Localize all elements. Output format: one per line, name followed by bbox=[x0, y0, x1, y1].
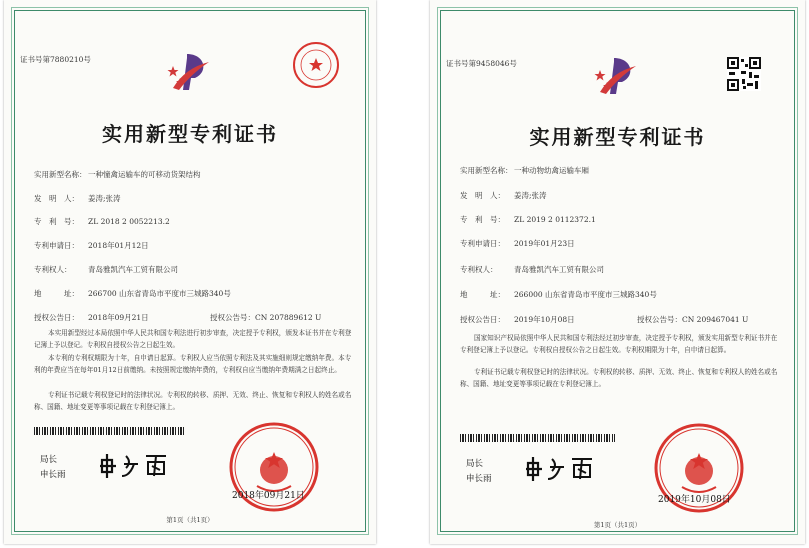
director-title: 局长 bbox=[40, 455, 58, 465]
field-patentee: 专利权人： 青岛雅凯汽车工贸有限公司 bbox=[34, 265, 178, 274]
cert-number: 证书号第9458046号 bbox=[446, 59, 517, 68]
seal-date: 2019年10月08日 bbox=[658, 495, 731, 505]
page-number: 第1页（共1页） bbox=[166, 516, 214, 524]
field-grant-no: 授权公告号：CN 207889612 U bbox=[210, 313, 322, 322]
paragraph-2: 专利证书记载专利权登记时的法律状况。专利权的转移、质押、无效、终止、恢复和专利权人的姓名或名称、国籍、地址变更等事项记载在专利登记簿上。 bbox=[460, 368, 778, 389]
field-grant-no: 授权公告号：CN 209467041 U bbox=[637, 315, 749, 324]
certificate-left bbox=[4, 0, 376, 544]
director-title: 局长 bbox=[466, 459, 484, 469]
field-filing-date: 专利申请日： 2018年01月12日 bbox=[34, 241, 149, 250]
page-number: 第1页（共1页） bbox=[593, 521, 642, 529]
certificate-title: 实用新型专利证书 bbox=[102, 122, 278, 146]
field-patent-no: 专 利 号： ZL 2018 2 0052213.2 bbox=[34, 217, 170, 226]
field-inventor: 发 明 人： 姜涛;张涛 bbox=[34, 194, 121, 203]
director-name: 申长雨 bbox=[466, 474, 492, 484]
certificate-title: 实用新型专利证书 bbox=[529, 125, 706, 149]
director-name: 申长雨 bbox=[40, 470, 66, 480]
director bbox=[466, 457, 492, 487]
agency-stamp bbox=[291, 40, 341, 90]
barcode bbox=[460, 434, 615, 442]
field-name: 实用新型名称： 一种憧禽运输车的可移动货架结构 bbox=[34, 170, 201, 179]
paragraph-1: 国家知识产权局依照中华人民共和国专利法经过初步审查，决定授予专利权，颁发实用新型专利证书并在专利登记簿上予以登记。专利权自授权公告之日起生效。专利权期限为十年，自申请日起算。 bbox=[460, 334, 778, 355]
paragraph-2: 本专利的专利权期限为十年，自申请日起算。专利权人应当依照专利法及其实施细则规定缴纳年费。本专利的年费应当在每年01月12日前缴纳。未按照规定缴纳年费的，专利权自应当缴纳年费期满之日起终止。 bbox=[34, 354, 352, 375]
director bbox=[40, 453, 66, 483]
barcode bbox=[34, 427, 184, 435]
director-signature bbox=[98, 450, 178, 480]
patent-office-logo bbox=[592, 52, 642, 98]
certificate-right bbox=[430, 0, 805, 544]
field-inventor: 发 明 人： 姜涛;张涛 bbox=[460, 191, 547, 200]
field-patentee: 专利权人： 青岛雅凯汽车工贸有限公司 bbox=[460, 265, 604, 274]
cert-number: 证书号第7880210号 bbox=[20, 55, 91, 64]
director-signature bbox=[524, 453, 604, 483]
paragraph-1: 本实用新型经过本局依照中华人民共和国专利法进行初步审查，决定授予专利权，颁发本证书并在专利登记簿上予以登记。专利权自授权公告之日起生效。 bbox=[34, 329, 352, 350]
paragraph-3: 专利证书记载专利权登记时的法律状况。专利权的转移、质押、无效、终止、恢复和专利权人的姓名或名称、国籍、地址变更等事项记载在专利登记簿上。 bbox=[34, 391, 352, 412]
qr-code bbox=[727, 57, 761, 91]
patent-office-logo bbox=[165, 48, 215, 94]
seal-date: 2018年09月21日 bbox=[232, 491, 305, 501]
field-address: 地 址： 266000 山东省青岛市平度市三城路340号 bbox=[460, 290, 657, 299]
field-filing-date: 专利申请日： 2019年01月23日 bbox=[460, 239, 575, 248]
field-grant-date: 授权公告日： 2019年10月08日 bbox=[460, 315, 575, 324]
field-name: 实用新型名称： 一种动物幼禽运输车厢 bbox=[460, 166, 589, 175]
field-grant-date: 授权公告日： 2018年09月21日 bbox=[34, 313, 149, 322]
field-address: 地 址： 266700 山东省青岛市平度市三城路340号 bbox=[34, 289, 231, 298]
field-patent-no: 专 利 号： ZL 2019 2 0112372.1 bbox=[460, 215, 596, 224]
